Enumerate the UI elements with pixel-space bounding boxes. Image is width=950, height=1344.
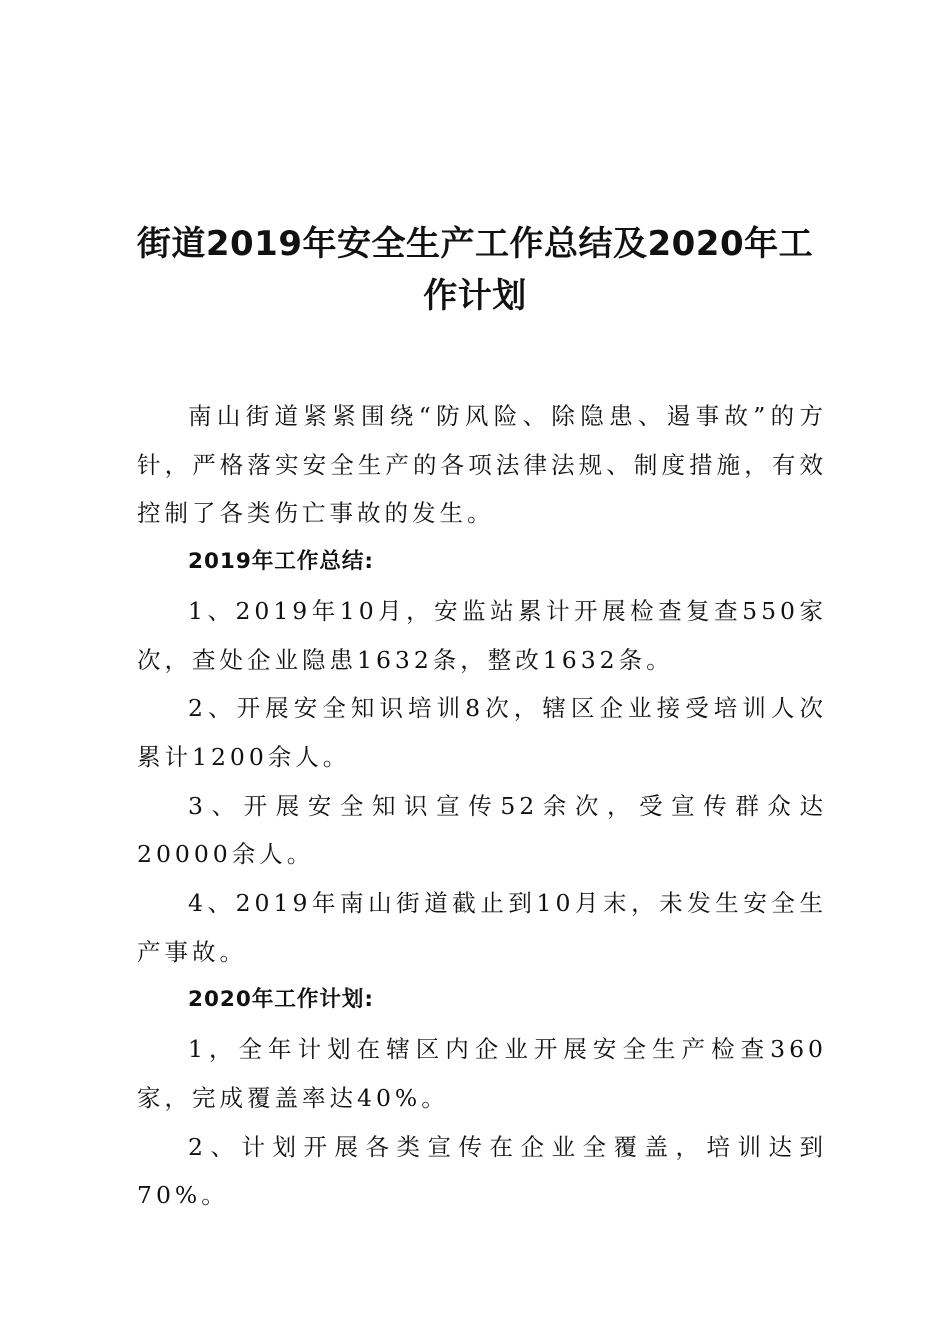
plan-heading: 2020年工作计划: [188,987,374,1013]
summary-item: 2、开展安全知识培训8次，辖区企业接受培训人次累计1200余人。 [137,694,827,771]
plan-item: 2、计划开展各类宣传在企业全覆盖，培训达到70%。 [137,1132,827,1210]
summary-item: 4、2019年南山街道截止到10月末，未发生安全生产事故。 [137,889,827,966]
summary-heading: 2019年工作总结: [188,549,374,575]
summary-item: 3、开展安全知识宣传52余次，受宣传群众达20000余人。 [137,791,827,869]
plan-item: 1，全年计划在辖区内企业开展安全生产检查360家，完成覆盖率达40%。 [137,1035,827,1112]
document-body [137,392,827,1220]
document-title: 街道2019年安全生产工作总结及2020年工作计划 [136,224,814,316]
intro-paragraph: 南山街道紧紧围绕“防风险、除隐患、遏事故”的方针，严格落实安全生产的各项法律法规、制度措施，有效控制了各类伤亡事故的发生。 [137,402,827,528]
summary-item: 1、2019年10月，安监站累计开展检查复查550家次，查处企业隐患1632条，整改1632条。 [137,596,827,674]
